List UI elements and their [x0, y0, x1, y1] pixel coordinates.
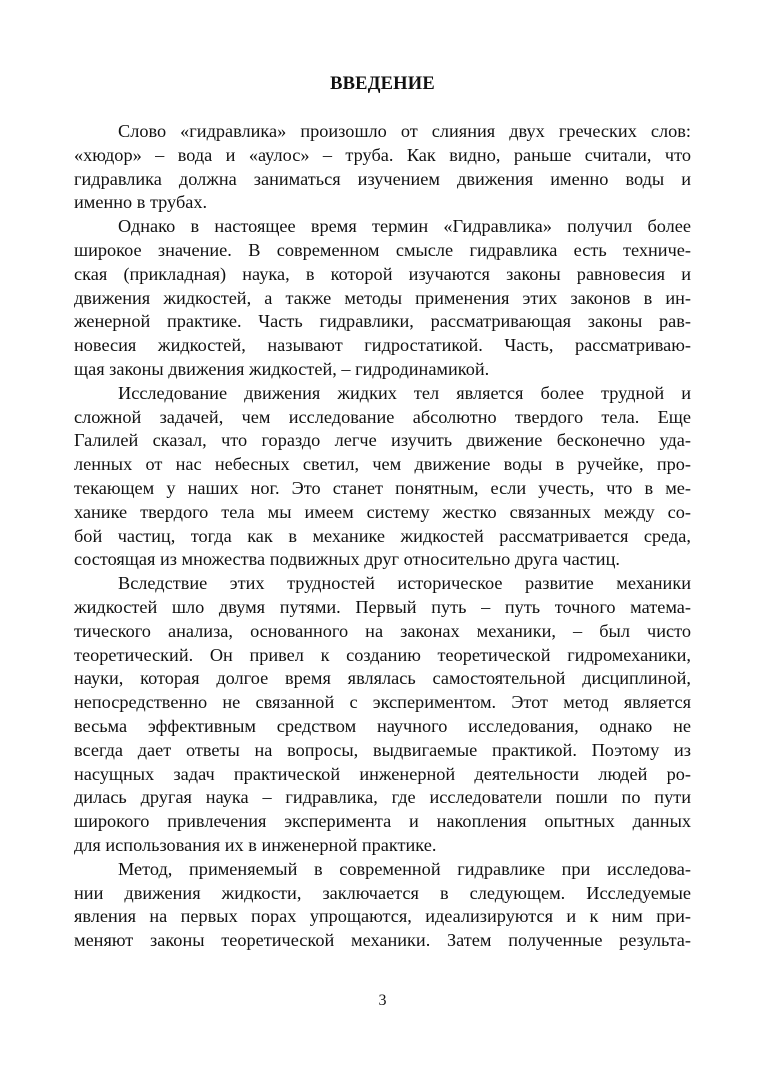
text-line: жидкостей шло двумя путями. Первый путь – путь точного матема- [74, 596, 691, 617]
text-line: Исследование движения жидких тел является более трудной и [118, 382, 691, 403]
text-line: Вследствие этих трудностей историческое развитие механики [118, 573, 691, 594]
text-line: гидравлика должна заниматься изучением движения именно воды и [74, 168, 691, 189]
text-line: сложной задачей, чем исследование абсолютно твердого тела. Еще [74, 406, 691, 427]
text-line: весьма эффективным средством научного исследования, однако не [74, 715, 691, 736]
text-line: состоящая из множества подвижных друг относительно друга частиц. [74, 549, 620, 570]
text-line: меняют законы теоретической механики. Затем полученные результа- [74, 930, 691, 951]
text-line: именно в трубах. [74, 192, 208, 213]
text-line: щая законы движения жидкостей, – гидродинамикой. [74, 358, 490, 379]
text-line: Галилей сказал, что гораздо легче изучить движение бесконечно уда- [74, 430, 691, 451]
text-line: Метод, применяемый в современной гидравлике при исследова- [118, 858, 691, 879]
text-line: явления на первых порах упрощаются, идеализируются и к ним при- [74, 906, 691, 927]
text-line: непосредственно не связанной с экспериментом. Этот метод является [74, 692, 691, 713]
text-line: тического анализа, основанного на законах механики, – был чисто [74, 620, 691, 641]
text-line: нии движения жидкости, заключается в следующем. Исследуемые [74, 882, 691, 903]
text-line: широкое значение. В современном смысле гидравлика есть техниче- [74, 239, 691, 260]
text-line: широкого привлечения эксперимента и накопления опытных данных [74, 811, 691, 832]
text-line: текающем у наших ног. Это станет понятным, если учесть, что в ме- [74, 477, 691, 498]
text-line: для использования их в инженерной практике. [74, 834, 437, 855]
text-line: Однако в настоящее время термин «Гидравлика» получил более [118, 216, 691, 237]
text-line: дилась другая наука – гидравлика, где исследователи пошли по пути [74, 787, 691, 808]
text-line: бой частиц, тогда как в механике жидкостей рассматривается среда, [74, 525, 691, 546]
body-text [74, 120, 691, 953]
text-line: ленных от нас небесных светил, чем движение воды в ручейке, про- [74, 454, 691, 475]
text-line: ская (прикладная) наука, в которой изучаются законы равновесия и [74, 263, 691, 284]
page-number: 3 [378, 992, 387, 1009]
page-title: ВВЕДЕНИЕ [330, 74, 435, 94]
text-line: всегда дает ответы на вопросы, выдвигаемые практикой. Поэтому из [74, 739, 691, 760]
text-line: «хюдор» – вода и «аулос» – труба. Как видно, раньше считали, что [74, 144, 691, 165]
text-line: насущных задач практической инженерной деятельности людей ро- [74, 763, 691, 784]
text-line: теоретический. Он привел к созданию теоретической гидромеханики, [74, 644, 691, 665]
text-line: ханике твердого тела мы имеем систему жестко связанных между со- [74, 501, 691, 522]
text-line: Слово «гидравлика» произошло от слияния двух греческих слов: [118, 121, 691, 141]
text-line: движения жидкостей, а также методы применения этих законов в ин- [74, 287, 691, 308]
document-page [74, 0, 691, 1079]
text-line: женерной практике. Часть гидравлики, рассматривающая законы рав- [74, 311, 691, 332]
text-line: науки, которая долгое время являлась самостоятельной дисциплиной, [74, 668, 691, 689]
text-line: новесия жидкостей, называют гидростатикой. Часть, рассматриваю- [74, 335, 691, 356]
